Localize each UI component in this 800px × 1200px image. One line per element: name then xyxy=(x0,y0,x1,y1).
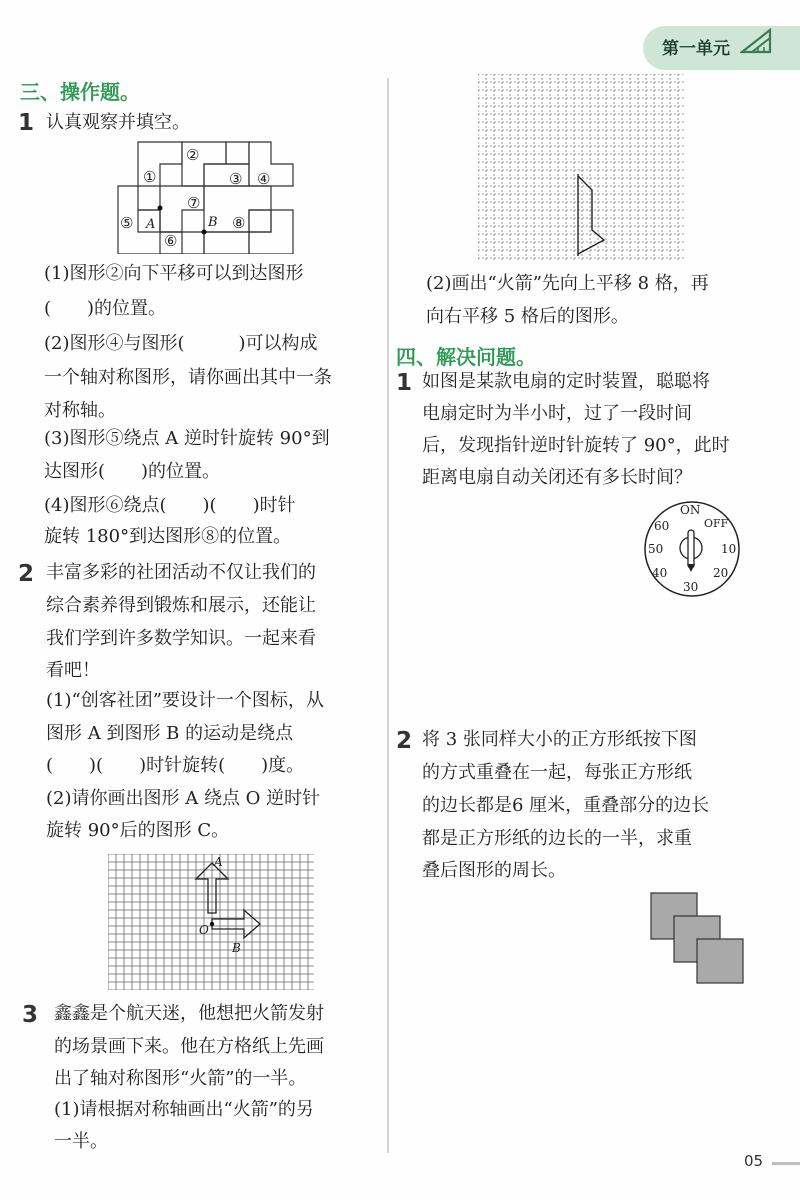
text-line: 电扇定时为半小时，过了一段时间 xyxy=(422,403,692,424)
section-title-solve: 四、解决问题。 xyxy=(396,345,536,369)
question-number: 1 xyxy=(18,110,35,136)
figure-label-b: B xyxy=(232,941,241,955)
grid-figure xyxy=(108,854,314,990)
unit-title: 第一单元 xyxy=(662,39,730,59)
column-divider xyxy=(387,78,389,1153)
text-line: (1)请根据对称轴画出“火箭”的另 xyxy=(54,1099,314,1120)
text-line: 如图是某款电扇的定时装置，聪聪将 xyxy=(422,371,710,392)
point-label-o: O xyxy=(199,923,209,937)
page-number: 05 xyxy=(744,1152,764,1170)
text-line: 向右平移 5 格后的图形。 xyxy=(426,306,629,327)
text-line: 的场景画下来。他在方格纸上先画 xyxy=(54,1036,324,1057)
text-line: 距离电扇自动关闭还有多长时间？ xyxy=(422,467,692,488)
shape-label: ① xyxy=(143,168,157,186)
timer-on-label: ON xyxy=(680,503,701,517)
text-line: 一个轴对称图形，请你画出其中一条 xyxy=(44,367,332,388)
question-number: 2 xyxy=(396,728,413,754)
text-line: 的方式重叠在一起，每张正方形纸 xyxy=(422,762,692,783)
text-line: ( )的位置。 xyxy=(44,298,167,319)
question-number: 1 xyxy=(396,370,413,396)
text-line: (2)画出“火箭”先向上平移 8 格，再 xyxy=(426,273,709,294)
timer-mark: 50 xyxy=(648,542,664,556)
rocket-grid-figure xyxy=(478,74,684,262)
text-line: (1)图形②向下平移可以到达图形 xyxy=(44,263,304,284)
text-line: 的边长都是6 厘米，重叠部分的边长 xyxy=(422,795,710,816)
text-line: 出了轴对称图形“火箭”的一半。 xyxy=(54,1068,307,1089)
question-number: 3 xyxy=(22,1002,39,1028)
question-prompt: 认真观察并填空。 xyxy=(46,112,190,133)
text-line: (2)请你画出图形 A 绕点 O 逆时针 xyxy=(46,788,321,809)
shape-label: ⑧ xyxy=(232,214,246,232)
section-title-operations: 三、操作题。 xyxy=(20,80,140,104)
timer-mark: 20 xyxy=(713,566,729,580)
text-line: 都是正方形纸的边长的一半，求重 xyxy=(422,828,692,849)
text-line: (2)图形④与图形( )可以构成 xyxy=(44,333,318,354)
text-line: 叠后图形的周长。 xyxy=(422,860,566,881)
text-line: 后，发现指针逆时针旋转了 90°，此时 xyxy=(422,435,730,456)
ruler-triangle-icon xyxy=(740,28,774,54)
text-line: 丰富多彩的社团活动不仅让我们的 xyxy=(46,562,316,583)
text-line: 鑫鑫是个航天迷，他想把火箭发射 xyxy=(54,1003,324,1024)
timer-mark: 40 xyxy=(652,566,668,580)
text-line: 我们学到许多数学知识。一起来看 xyxy=(46,628,316,649)
overlapping-squares-figure xyxy=(648,890,748,986)
text-line: 旋转 90°后的图形 C。 xyxy=(46,820,230,841)
timer-mark: 60 xyxy=(654,519,670,533)
page-number-dash xyxy=(772,1162,800,1165)
text-line: 图形 A 到图形 B 的运动是绕点 xyxy=(46,723,294,744)
point-label-a: A xyxy=(146,217,156,232)
text-line: (3)图形⑤绕点 A 逆时针旋转 90°到 xyxy=(44,428,330,449)
text-line: 对称轴。 xyxy=(44,400,116,421)
shape-label: ② xyxy=(186,146,200,164)
question-number: 2 xyxy=(18,561,35,587)
timer-mark: 10 xyxy=(721,542,737,556)
shape-label: ⑦ xyxy=(187,194,201,212)
text-line: 将 3 张同样大小的正方形纸按下图 xyxy=(422,729,697,750)
text-line: 综合素养得到锻炼和展示，还能让 xyxy=(46,595,316,616)
shapes-figure xyxy=(116,140,300,254)
text-line: 达图形( )的位置。 xyxy=(44,461,221,482)
text-line: 一半。 xyxy=(54,1131,108,1152)
fan-timer-dial xyxy=(642,500,742,600)
text-line: (1)“创客社团”要设计一个图标，从 xyxy=(46,690,324,711)
shape-label: ⑥ xyxy=(164,232,178,250)
shape-label: ③ xyxy=(229,170,243,188)
shape-label: ④ xyxy=(257,170,271,188)
point-label-b: B xyxy=(208,215,218,230)
text-line: ( )( )时针旋转( )度。 xyxy=(46,755,305,776)
timer-off-label: OFF xyxy=(704,517,729,530)
text-line: (4)图形⑥绕点( )( )时针 xyxy=(44,495,296,516)
text-line: 旋转 180°到达图形⑧的位置。 xyxy=(44,526,292,547)
timer-mark: 30 xyxy=(683,580,699,594)
text-line: 看吧！ xyxy=(46,660,100,681)
figure-label-a: A xyxy=(214,855,223,869)
shape-label: ⑤ xyxy=(120,214,134,232)
